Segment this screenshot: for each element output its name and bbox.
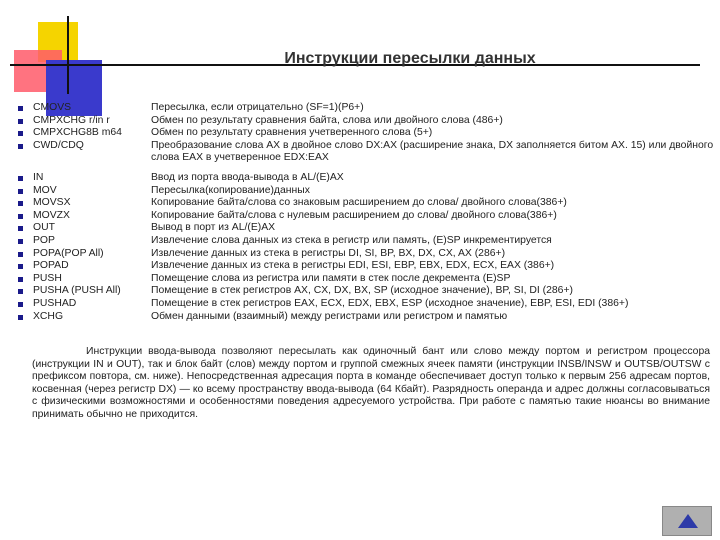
bullet-icon <box>18 239 23 244</box>
list-item <box>18 222 718 235</box>
bullet-icon <box>18 315 23 320</box>
instruction-mnemonic: IN <box>33 171 44 183</box>
instruction-description: Обмен данными (взаимный) между регистрами или регистром и памятью <box>151 310 508 322</box>
instruction-mnemonic: MOVSX <box>33 197 71 209</box>
bullet-icon <box>18 252 23 257</box>
instruction-description: Ввод из порта ввода-вывода в AL/(E)AX <box>151 171 344 183</box>
instruction-description: Пересылка(копирование)данных <box>151 184 310 196</box>
instruction-description: Извлечение данных из стека в регистры DI, SI, BP, BX, DX, CX, AX (286+) <box>151 247 506 259</box>
instruction-description: Помещение в стек регистров AX, CX, DX, BX, SP (исходное значение), BP, SI, DI (286+) <box>151 285 573 297</box>
bullet-icon <box>18 176 23 181</box>
bullet-icon <box>18 201 23 206</box>
instruction-description: Извлечение данных из стека в регистры EDI, ESI, EBP, EBX, EDX, ECX, EAX (386+) <box>151 260 555 272</box>
list-item <box>18 172 718 185</box>
list-item <box>18 235 718 248</box>
instruction-mnemonic: XCHG <box>33 310 64 322</box>
instruction-mnemonic: CWD/CDQ <box>33 139 84 151</box>
bullet-icon <box>18 119 23 124</box>
list-item <box>18 260 718 273</box>
bullet-icon <box>18 226 23 231</box>
list-item <box>18 127 718 140</box>
instruction-description: Преобразование слова AX в двойное слово DX:AX (расширение знака, DX заполняется битом AX. 15) или двойного слова EAX в учетверенное EDX:EAX <box>151 139 714 164</box>
instruction-mnemonic: MOVZX <box>33 209 70 221</box>
list-item <box>18 185 718 198</box>
list-item <box>18 197 718 210</box>
instruction-description: Копирование байта/слова со знаковым расширением до слова/ двойного слова(386+) <box>151 197 567 209</box>
bullet-icon <box>18 131 23 136</box>
bullet-icon <box>18 106 23 111</box>
instruction-description: Обмен по результату сравнения байта, слова или двойного слова (486+) <box>151 114 503 126</box>
bullet-icon <box>18 214 23 219</box>
instruction-mnemonic: POPA(POP All) <box>33 247 104 259</box>
decor-vertical-line <box>67 16 69 94</box>
instruction-mnemonic: PUSHAD <box>33 297 77 309</box>
bullet-icon <box>18 277 23 282</box>
instruction-description: Обмен по результату сравнения учетверенного слова (5+) <box>151 127 433 139</box>
list-item <box>18 298 718 311</box>
list-item <box>18 273 718 286</box>
bullet-icon <box>18 289 23 294</box>
list-item <box>18 102 718 115</box>
instruction-description: Помещение в стек регистров EAX, ECX, EDX, EBX, ESP (исходное значение), EBP, ESI, EDI (386+) <box>151 297 629 309</box>
instruction-mnemonic: PUSHA (PUSH All) <box>33 285 121 297</box>
list-item <box>18 248 718 261</box>
instruction-description: Помещение слова из регистра или памяти в стек после декремента (E)SP <box>151 272 511 284</box>
bullet-icon <box>18 302 23 307</box>
list-item <box>18 311 718 324</box>
bullet-icon <box>18 264 23 269</box>
instruction-description: Пересылка, если отрицательно (SF=1)(P6+) <box>151 102 364 113</box>
instruction-mnemonic: MOV <box>33 184 57 196</box>
list-item <box>18 285 718 298</box>
instruction-mnemonic: POP <box>33 234 55 246</box>
instruction-mnemonic: CMPXCHG r/in r <box>33 114 110 126</box>
instruction-description: Извлечение слова данных из стека в регистр или память, (E)SP инкрементируется <box>151 234 552 246</box>
instruction-mnemonic: OUT <box>33 222 55 234</box>
list-item <box>18 115 718 128</box>
up-triangle-icon <box>678 514 698 528</box>
list-item <box>18 140 718 165</box>
bullet-icon <box>18 189 23 194</box>
instruction-mnemonic: PUSH <box>33 272 62 284</box>
page-title: Инструкции пересылки данных <box>284 50 536 67</box>
io-note-paragraph: Инструкции ввода-вывода позволяют пересылать как одиночный бант или слово между портом и регистром процессора (инструкции IN и OUT), так и блок байт (слов) между портом и группой смежных ячеек памяти (инструкции INSB/INSW и OUTSB/OUTSW с префиксом повтора, см. ниже). Непосредственная адресация порта в команде обеспечивает доступ только к первым 256 адресам портов, косвенная (через регистр DX) — ко всему пространству ввода-вывода (64 Кбайт). Разрядность операнда и адрес должны согласовываться с физическими возможностями и особенностями поведения адресуемого устройства. При работе с памятью такие нюансы во внимание принимать обычно не приходится. <box>32 346 710 420</box>
nav-up-button[interactable] <box>662 506 712 536</box>
instruction-mnemonic: CMOVS <box>33 102 72 113</box>
list-item <box>18 210 718 223</box>
instruction-mnemonic: CMPXCHG8B m64 <box>33 127 122 139</box>
instruction-description: Вывод в порт из AL/(E)AX <box>151 222 276 234</box>
instruction-list <box>18 102 718 323</box>
instruction-description: Копирование байта/слова с нулевым расширением до слова/ двойного слова(386+) <box>151 209 557 221</box>
instruction-mnemonic: POPAD <box>33 260 69 272</box>
bullet-icon <box>18 144 23 149</box>
